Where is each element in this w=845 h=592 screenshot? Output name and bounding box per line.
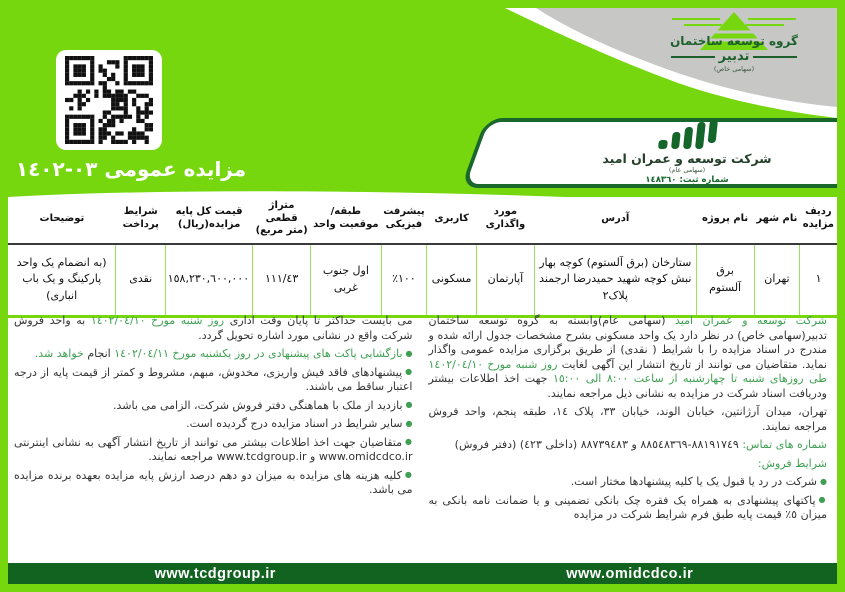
omid-company-type: (سهامی عام) bbox=[668, 166, 706, 174]
table-cell: ١٥٨,٢٣٠,٦٠٠,٠٠٠ bbox=[166, 244, 253, 317]
paragraph bbox=[14, 347, 413, 362]
table-cell: اول جنوب غربی bbox=[311, 244, 381, 317]
body-column-right bbox=[429, 314, 828, 558]
announcement-body bbox=[14, 314, 827, 558]
text-segment: شرایط فروش: bbox=[757, 456, 827, 470]
omid-calligraphy-icon bbox=[651, 120, 723, 150]
auction-table bbox=[8, 197, 837, 318]
text-segment: ٨٨١٩١٧٤٩-٨٨٥٤٨٣٦٩ و ٨٨٧٣٩٤٨٣ (داخلی ٤٢٣) (دفتر فروش) bbox=[454, 438, 739, 452]
text-segment: کلیه هزینه های مزایده به میزان دو دهم درصد ارزش پایه مزایده بعهده برنده مزایده می باشد. bbox=[14, 468, 413, 497]
bullet-icon: ● bbox=[405, 348, 413, 358]
table-cell: ١١١/٤٣ bbox=[253, 244, 311, 317]
text-segment: بازدید از ملک با هماهنگی دفتر فروش شرکت، الزامی می باشد. bbox=[113, 398, 403, 412]
table-cell: ستارخان (برق آلستوم) کوچه بهار نبش کوچه شهید حمیدرضا ارجمند پلاک٢ bbox=[534, 244, 696, 317]
table-cell: نقدی bbox=[116, 244, 166, 317]
tadbir-logo bbox=[639, 10, 829, 73]
bullet-icon: ● bbox=[405, 400, 413, 410]
auction-title: مزایده عمومی ٠٣-١٤٠٢ bbox=[15, 157, 247, 181]
column-header: مورد واگذاری bbox=[476, 197, 534, 244]
text-segment: انجام bbox=[83, 347, 115, 361]
text-segment: پیشنهادهای فاقد فیش واریزی، مخدوش، مبهم، مشروط و کمتر از قیمت پایه از درجه اعتبار ساقط می باشند. bbox=[14, 365, 413, 394]
text-segment: جهت اخذ اطلاعات بیشتر ودریافت اسناد شرکت در مزایده به نشانی ذیل مراجعه نمایند. bbox=[428, 372, 827, 400]
table-cell: (به انضمام یک واحد پارکینگ و یک باب انباری) bbox=[8, 244, 116, 317]
table-cell: تهران bbox=[754, 244, 800, 317]
qr-code-pattern bbox=[65, 56, 153, 144]
paragraph bbox=[429, 475, 828, 490]
footer-url-omidcdco: www.omidcdco.ir bbox=[566, 565, 694, 582]
text-segment: شماره های تماس: bbox=[738, 438, 827, 452]
omid-company-name: شرکت توسعه و عمران امید bbox=[602, 151, 772, 166]
column-header: نام شهر bbox=[754, 197, 800, 244]
text-segment: شرکت توسعه و عمران امید bbox=[665, 314, 828, 327]
text-segment: بازگشایی پاکت های پیشنهادی در روز یکشنبه مورخ ١٤٠٢/٠٤/١١ bbox=[114, 347, 403, 361]
paragraph bbox=[14, 366, 413, 395]
column-header: شرایط پرداخت bbox=[116, 197, 166, 244]
column-header: ردیف مزایده bbox=[800, 197, 837, 244]
tadbir-brand: تدبیر bbox=[639, 49, 829, 64]
text-segment: سایر شرایط در اسناد مزایده درج گردیده است. bbox=[186, 417, 403, 431]
paragraph bbox=[429, 438, 828, 453]
body-column-left bbox=[14, 314, 413, 558]
table-header-row bbox=[8, 197, 837, 244]
omid-logo bbox=[577, 120, 797, 185]
paragraph bbox=[429, 494, 828, 523]
column-header: طبقه/موقعیت واحد bbox=[311, 197, 381, 244]
bullet-icon: ● bbox=[405, 437, 413, 447]
rule-line bbox=[671, 56, 715, 58]
tadbir-company-type: (سهامی خاص) bbox=[713, 65, 755, 73]
text-segment: می بایست حداکثر تا پایان وقت اداری bbox=[224, 314, 413, 327]
table-cell: آپارتمان bbox=[476, 244, 534, 317]
tadbir-name: گروه توسعه ساختمان bbox=[670, 34, 798, 48]
table-cell: برق آلستوم bbox=[696, 244, 754, 317]
column-header: قیمت کل پایه مزایده(ریال) bbox=[166, 197, 253, 244]
text-segment: به واحد فروش شرکت واقع در نشانی مورد اشاره تحویل گردد. bbox=[14, 314, 413, 342]
text-segment: خواهد شد. bbox=[34, 347, 84, 361]
bullet-icon: ● bbox=[405, 367, 413, 377]
footer-url-tcdgroup: www.tcdgroup.ir bbox=[154, 565, 276, 582]
column-header: کاربری bbox=[427, 197, 477, 244]
column-header: نام پروژه bbox=[696, 197, 754, 244]
paragraph bbox=[14, 436, 413, 465]
paragraph bbox=[14, 399, 413, 414]
table-value-row bbox=[8, 244, 837, 317]
bullet-icon: ● bbox=[818, 495, 827, 505]
qr-code bbox=[56, 50, 162, 150]
table-cell: ١٠٠٪ bbox=[381, 244, 427, 317]
column-header: آدرس bbox=[534, 197, 696, 244]
bullet-icon: ● bbox=[405, 418, 413, 428]
column-header: پیشرفت فیزیکی bbox=[381, 197, 427, 244]
paragraph bbox=[429, 457, 828, 472]
footer-bar bbox=[8, 563, 837, 584]
table-cell: مسکونی bbox=[427, 244, 477, 317]
omid-registration-number: شماره ثبت: ١٤٨٣٦٠ bbox=[645, 175, 729, 185]
bullet-icon: ● bbox=[404, 470, 413, 480]
paragraph bbox=[429, 314, 828, 401]
text-segment: پاکتهای پیشنهادی به همراه یک فقره چک بانکی تضمینی و یا ضمانت نامه بانکی به میزان ٥٪ قیمت پایه طبق فرم شرایط شرکت در مزایده bbox=[428, 493, 827, 522]
paragraph bbox=[14, 469, 413, 498]
text-segment: متقاضیان جهت اخذ اطلاعات بیشتر می توانند از تاریخ انتشار آگهی به نشانی اینترنتی www.omidcdco.ir و www.tcdgroup.ir مراجعه نمایند. bbox=[14, 435, 413, 464]
text-segment: (سهامی عام)وابسته به گروه توسعه ساختمان تدبیر(سهامی خاص) در نظر دارد یک واحد مسکونی بشرح مشخصات جدول ارائه شده و مندرج در اسناد مزایده را با شرایط ( نقدی) از طریق برگزاری مزایده عمومی واگذار نماید. متقاضیان می توانند از تاریخ انتشار این آگهی لغایت bbox=[428, 314, 827, 371]
bullet-icon: ● bbox=[820, 476, 827, 486]
text-segment: روز شنبه مورخ ١٤٠٢/٠٤/١٠ bbox=[90, 314, 225, 327]
paragraph bbox=[14, 314, 413, 343]
paragraph bbox=[14, 417, 413, 432]
text-segment: تهران، میدان آرژانتین، خیابان الوند، خیابان ٣٣، پلاک ١٤، طبقه پنجم، واحد فروش مراجعه نمایند. bbox=[428, 405, 828, 433]
rule-line bbox=[753, 56, 797, 58]
column-header: توضیحات bbox=[8, 197, 116, 244]
text-segment: شرکت در رد یا قبول یک یا کلیه پیشنهادها مختار است. bbox=[570, 475, 818, 489]
text-segment: روز شنبه مورخ ١٤٠٢/٠٤/١٠ طی روزهای شنبه تا چهارشنبه از ساعت ٨:٠٠ الی ١٥:٠٠ bbox=[428, 357, 828, 386]
page-content bbox=[8, 8, 837, 584]
table-cell: ١ bbox=[800, 244, 837, 317]
column-header: متراژ قطعی (متر مربع) bbox=[253, 197, 311, 244]
paragraph bbox=[429, 405, 828, 434]
